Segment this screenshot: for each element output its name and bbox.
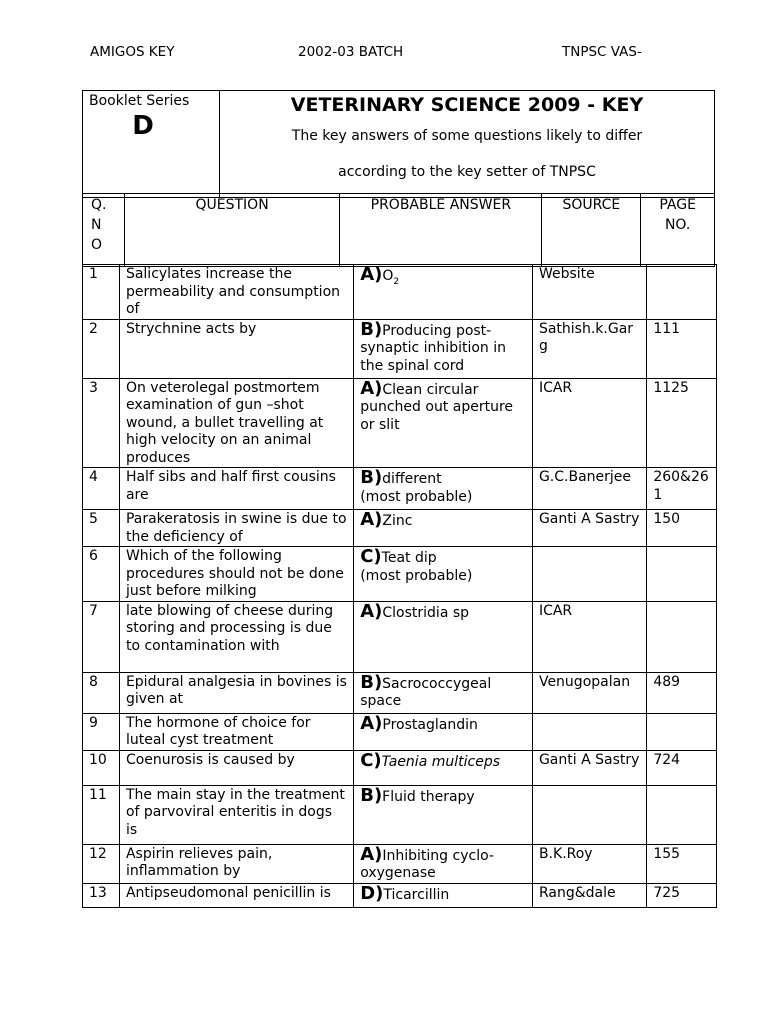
question-text: Salicylates increase the permeability and consumption of — [119, 265, 353, 320]
answer-option: A) — [360, 712, 383, 734]
page-cell: 150 — [647, 510, 717, 547]
page-cell — [647, 265, 717, 320]
table-row — [83, 547, 717, 602]
table-row — [83, 510, 717, 547]
answer-option: B) — [360, 318, 383, 340]
page-cell: 1125 — [647, 378, 717, 468]
answer-option: B) — [360, 671, 383, 693]
table-row — [83, 672, 717, 713]
source-cell: Website — [532, 265, 646, 320]
answer-cell — [354, 844, 533, 883]
answer-text: Inhibiting cyclo-oxygenase — [360, 847, 494, 881]
header-left: AMIGOS KEY — [90, 44, 175, 60]
page-cell — [647, 547, 717, 602]
page-cell — [647, 713, 717, 750]
answer-option: A) — [360, 264, 383, 285]
source-cell: G.C.Banerjee — [532, 468, 646, 510]
answer-note: (most probable) — [360, 567, 473, 584]
question-text: Epidural analgesia in bovines is given at — [119, 672, 353, 713]
page-cell — [647, 601, 717, 672]
answer-subscript: 2 — [393, 276, 400, 287]
answer-cell — [354, 785, 533, 844]
source-cell: ICAR — [532, 601, 646, 672]
source-cell — [532, 547, 646, 602]
question-number: 7 — [83, 601, 120, 672]
title-cell — [220, 91, 715, 198]
answer-option: B) — [360, 467, 383, 488]
answer-text: O — [382, 268, 394, 284]
answer-option: A) — [360, 843, 383, 865]
page-cell: 111 — [647, 319, 717, 378]
col-question-header: QUESTION — [124, 194, 339, 267]
page-cell: 489 — [647, 672, 717, 713]
booklet-series-label: Booklet Series — [89, 93, 190, 109]
page-cell — [647, 785, 717, 844]
page-cell: 724 — [647, 750, 717, 785]
source-cell: Sathish.k.Garg — [532, 319, 646, 378]
question-number: 2 — [83, 319, 120, 378]
answer-text: Clostridia sp — [382, 604, 470, 621]
answer-option: A) — [360, 509, 383, 530]
page-title: VETERINARY SCIENCE 2009 - KEY — [290, 94, 644, 116]
table-row — [83, 265, 717, 320]
title-line-1: The key answers of some questions likely to differ — [291, 128, 643, 144]
source-cell: Rang&dale — [532, 883, 646, 907]
answer-option: C) — [360, 546, 382, 567]
col-qno-header — [83, 194, 125, 267]
question-number: 9 — [83, 713, 120, 750]
source-cell: Venugopalan — [532, 672, 646, 713]
answer-cell — [354, 883, 533, 907]
answer-cell — [354, 319, 533, 378]
answer-option: D) — [360, 882, 384, 904]
question-text: Strychnine acts by — [119, 319, 353, 378]
question-text: The hormone of choice for luteal cyst treatment — [119, 713, 353, 750]
answer-cell — [354, 601, 533, 672]
question-number: 8 — [83, 672, 120, 713]
booklet-series-letter: D — [132, 111, 154, 141]
answer-text: Sacrococcygeal space — [360, 675, 492, 709]
question-text: Half sibs and half first cousins are — [119, 468, 353, 510]
question-text: Coenurosis is caused by — [119, 750, 353, 785]
answer-cell — [354, 468, 533, 510]
page-cell: 725 — [647, 883, 717, 907]
question-number: 6 — [83, 547, 120, 602]
source-cell: B.K.Roy — [532, 844, 646, 883]
question-number: 11 — [83, 785, 120, 844]
answer-text: Teat dip — [381, 550, 437, 566]
table-row — [83, 785, 717, 844]
question-text: The main stay in the treatment of parvoviral enteritis in dogs is — [119, 785, 353, 844]
answer-option: B) — [360, 784, 383, 806]
question-number: 13 — [83, 883, 120, 907]
table-row — [83, 319, 717, 378]
answer-text: Zinc — [382, 513, 413, 529]
question-text: On veterolegal postmortem examination of gun –shot wound, a bullet travelling at high velocity on an animal produces — [119, 378, 353, 468]
column-header-table — [82, 193, 715, 267]
answer-key-table — [82, 264, 717, 908]
table-row — [83, 844, 717, 883]
answer-cell — [354, 672, 533, 713]
question-text: late blowing of cheese during storing and processing is due to contamination with — [119, 601, 353, 672]
answer-cell — [354, 713, 533, 750]
question-number: 5 — [83, 510, 120, 547]
table-row — [83, 378, 717, 468]
question-number: 10 — [83, 750, 120, 785]
title-line-2: according to the key setter of TNPSC — [338, 164, 596, 180]
answer-cell — [354, 547, 533, 602]
booklet-series-cell — [83, 91, 220, 198]
page-cell: 260&261 — [647, 468, 717, 510]
col-answer-header: PROBABLE ANSWER — [340, 194, 542, 267]
col-page-header: PAGE NO. — [641, 194, 715, 267]
answer-note: (most probable) — [360, 488, 473, 505]
col-source-header: SOURCE — [542, 194, 641, 267]
source-cell: Ganti A Sastry — [532, 750, 646, 785]
answer-option: A) — [360, 600, 383, 622]
question-number: 1 — [83, 265, 120, 320]
answer-option: A) — [360, 377, 383, 399]
question-text: Antipseudomonal penicillin is — [119, 883, 353, 907]
answer-text: Producing post-synaptic inhibition in the spinal cord — [360, 322, 506, 374]
answer-cell — [354, 510, 533, 547]
answer-text: Ticarcillin — [383, 886, 450, 903]
answer-option: C) — [360, 749, 382, 771]
question-number: 12 — [83, 844, 120, 883]
question-number: 4 — [83, 468, 120, 510]
answer-text: Fluid therapy — [382, 788, 475, 805]
table-row — [83, 750, 717, 785]
header-middle: 2002-03 BATCH — [298, 44, 404, 60]
question-number: 3 — [83, 378, 120, 468]
table-row — [83, 468, 717, 510]
table-row — [83, 601, 717, 672]
answer-text: Taenia multiceps — [381, 753, 500, 770]
source-cell — [532, 785, 646, 844]
page-cell: 155 — [647, 844, 717, 883]
answer-cell — [354, 750, 533, 785]
table-row — [83, 883, 717, 907]
answer-text: Prostaglandin — [382, 716, 478, 733]
answer-text: different — [382, 471, 442, 487]
question-text: Aspirin relieves pain, inflammation by — [119, 844, 353, 883]
answer-cell — [354, 265, 533, 320]
header-right: TNPSC VAS- — [562, 44, 642, 60]
question-text: Parakeratosis in swine is due to the deficiency of — [119, 510, 353, 547]
answer-cell — [354, 378, 533, 468]
question-text: Which of the following procedures should not be done just before milking — [119, 547, 353, 602]
table-row — [83, 713, 717, 750]
title-table — [82, 90, 715, 198]
source-cell: Ganti A Sastry — [532, 510, 646, 547]
col-qno-label: Q. N O — [91, 197, 107, 253]
answer-text: Clean circular punched out aperture or slit — [360, 381, 514, 433]
source-cell: ICAR — [532, 378, 646, 468]
source-cell — [532, 713, 646, 750]
